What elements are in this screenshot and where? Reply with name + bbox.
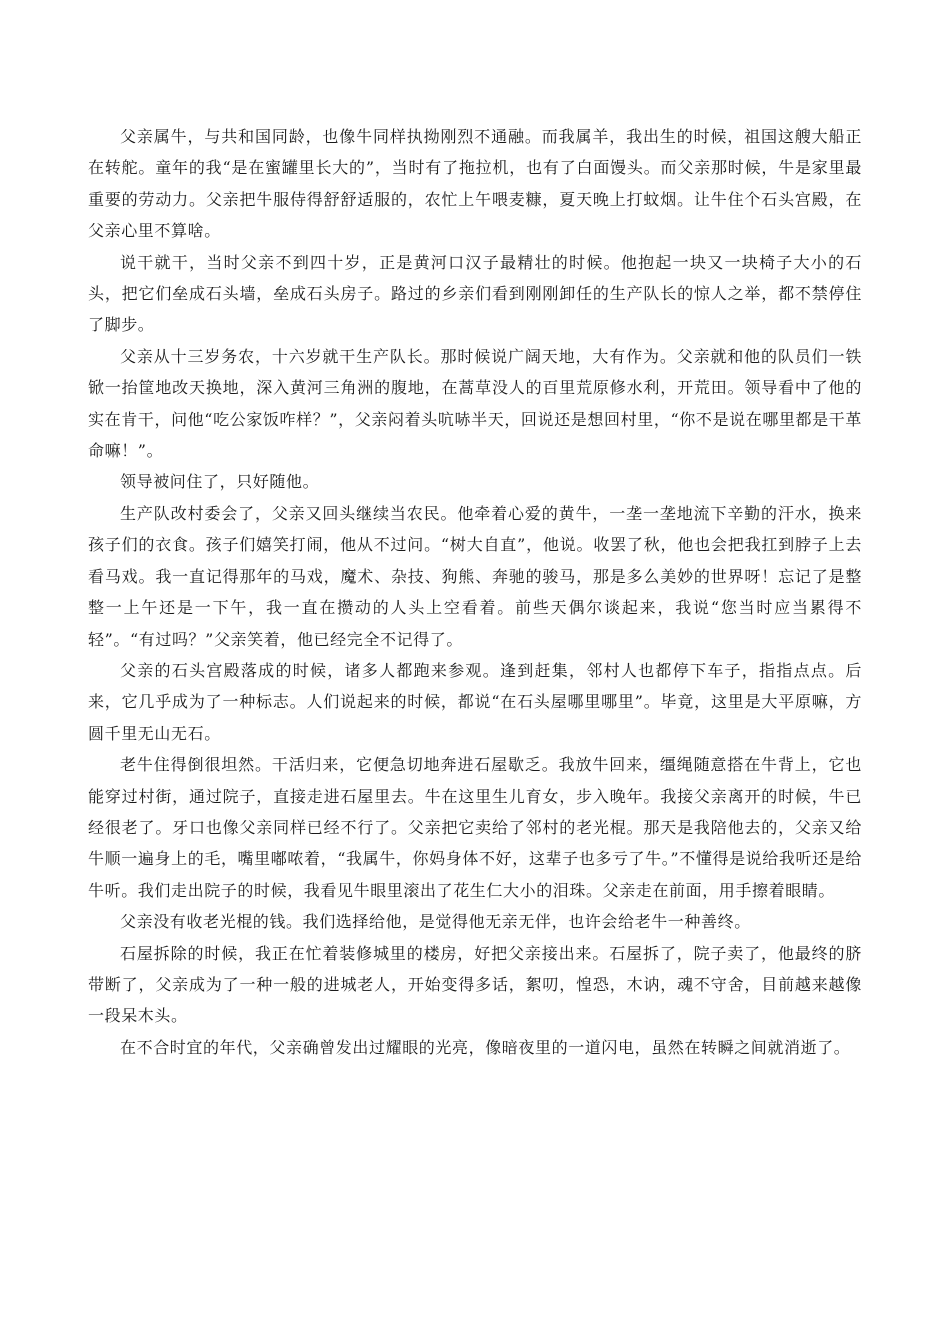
paragraph-6: 父亲的石头宫殿落成的时候，诸多人都跑来参观。逢到赶集，邻村人也都停下车子，指指点点。后来，它几乎成为了一种标志。人们说起来的时候，都说“在石头屋哪里哪里”。毕竟，这里是大平原嘛，方圆千里无山无石。 bbox=[88, 660, 862, 743]
paragraph-5: 生产队改村委会了，父亲又回头继续当农民。他牵着心爱的黄牛，一垄一垄地流下辛勤的汗水，换来孩子们的衣食。孩子们嬉笑打闹，他从不过问。“树大自直”，他说。收罢了秋，他也会把我扛到脖子上去看马戏。我一直记得那年的马戏，魔术、杂技、狗熊、奔驰的骏马，那是多么美妙的世界呀！忘记了是整整一上午还是一下午，我一直在攒动的人头上空看着。前些天偶尔谈起来，我说“您当时应当累得不轻”。“有过吗？”父亲笑着，他已经完全不记得了。 bbox=[88, 503, 862, 649]
paragraph-1: 父亲属牛，与共和国同龄，也像牛同样执拗刚烈不通融。而我属羊，我出生的时候，祖国这艘大船正在转舵。童年的我“是在蜜罐里长大的”，当时有了拖拉机，也有了白面馒头。而父亲那时候，牛是家里最重要的劳动力。父亲把牛服侍得舒舒适服的，农忙上午喂麦糠，夏天晚上打蚊烟。让牛住个石头宫殿，在父亲心里不算啥。 bbox=[88, 127, 862, 241]
paragraph-9: 石屋拆除的时候，我正在忙着装修城里的楼房，好把父亲接出来。石屋拆了，院子卖了，他最终的脐带断了，父亲成为了一种一般的进城老人，开始变得多话，絮叨，惶恐，木讷，魂不守舍，目前越来越像一段呆木头。 bbox=[88, 943, 862, 1026]
paragraph-8: 父亲没有收老光棍的钱。我们选择给他，是觉得他无亲无伴，也许会给老牛一种善终。 bbox=[120, 912, 751, 932]
paragraph-7: 老牛住得倒很坦然。干活归来，它便急切地奔进石屋歇乏。我放牛回来，缰绳随意搭在牛背上，它也能穿过村街，通过院子，直接走进石屋里去。牛在这里生儿育女，步入晚年。我接父亲离开的时候，牛已经很老了。牙口也像父亲同样已经不行了。父亲把它卖给了邻村的老光棍。那天是我陪他去的，父亲又给牛顺一遍身上的毛，嘴里嘟哝着，“我属牛，你妈身体不好，这辈子也多亏了牛。”不懂得是说给我听还是给牛听。我们走出院子的时候，我看见牛眼里滚出了花生仁大小的泪珠。父亲走在前面，用手擦着眼睛。 bbox=[88, 755, 862, 900]
paragraph-2: 说干就干，当时父亲不到四十岁，正是黄河口汉子最精壮的时候。他抱起一块又一块椅子大小的石头，把它们垒成石头墙，垒成石头房子。路过的乡亲们看到刚刚卸任的生产队长的惊人之举，都不禁停住了脚步。 bbox=[88, 252, 862, 335]
paragraph-3: 父亲从十三岁务农，十六岁就干生产队长。那时候说广阔天地，大有作为。父亲就和他的队员们一铁锨一抬筐地改天换地，深入黄河三角洲的腹地，在蒿草没人的百里荒原修水利，开荒田。领导看中了他的实在肯干，问他“吃公家饭咋样？”，父亲闷着头吭哧半天，回说还是想回村里，“你不是说在哪里都是干革命嘛！”。 bbox=[88, 346, 862, 461]
paragraph-4: 领导被问住了，只好随他。 bbox=[120, 472, 320, 492]
paragraph-10: 在不合时宜的年代，父亲确曾发出过耀眼的光亮，像暗夜里的一道闪电，虽然在转瞬之间就消逝了。 bbox=[120, 1037, 851, 1057]
document-body bbox=[88, 121, 862, 1063]
